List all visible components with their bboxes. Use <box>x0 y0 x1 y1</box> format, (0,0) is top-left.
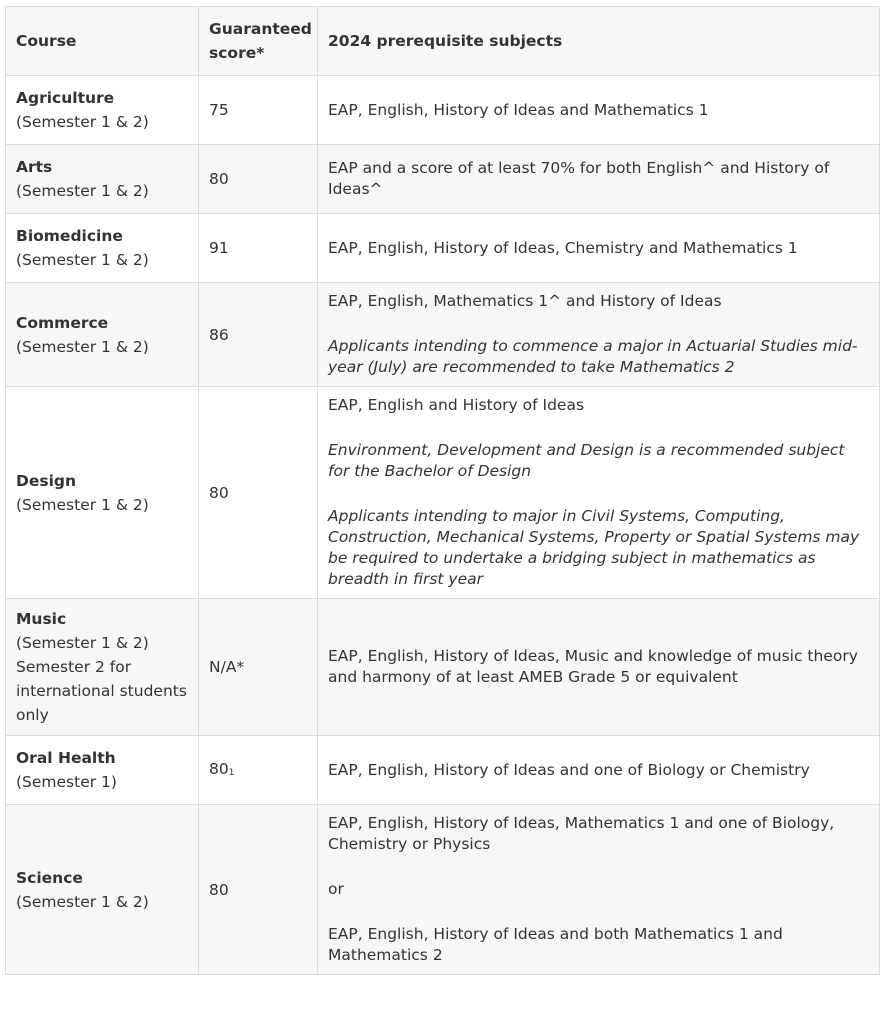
course-semester: (Semester 1 & 2) <box>16 634 149 652</box>
course-name: Biomedicine <box>16 227 123 245</box>
prereq-text: EAP, English and History of Ideas <box>328 396 585 414</box>
score-cell: 80 <box>199 145 318 214</box>
course-cell <box>6 736 199 805</box>
prereq-text: EAP and a score of at least 70% for both English^ and History of Ideas^ <box>328 159 830 198</box>
table-row-music <box>6 599 880 736</box>
prereq-or: or <box>328 880 344 898</box>
course-cell <box>6 214 199 283</box>
course-semester: (Semester 1 & 2) <box>16 495 149 514</box>
prereq-cell <box>318 736 880 805</box>
course-name: Design <box>16 471 77 490</box>
prereq-text: EAP, English, History of Ideas and Mathematics 1 <box>328 100 709 119</box>
score-cell: 80 <box>199 805 318 975</box>
prereq-text: EAP, English, History of Ideas, Chemistry and Mathematics 1 <box>328 238 798 257</box>
table-row-agriculture <box>6 76 880 145</box>
prereq-text: EAP, English, History of Ideas, Music and knowledge of music theory and harmony of at least AMEB Grade 5 or equivalent <box>328 647 858 686</box>
prereq-text: EAP, English, Mathematics 1^ and History of Ideas <box>328 292 722 310</box>
course-name: Science <box>16 868 83 887</box>
header-course: Course <box>6 7 199 76</box>
course-semester: (Semester 1 & 2) <box>16 251 149 269</box>
score-value: 80 <box>209 759 229 778</box>
prereq-cell <box>318 387 880 599</box>
course-prerequisites-table <box>5 6 880 975</box>
table-header-row <box>6 7 880 76</box>
course-name: Commerce <box>16 313 109 332</box>
prereq-note: Applicants intending to commence a major in Actuarial Studies mid-year (July) are recommended to take Mathematics 2 <box>328 337 858 376</box>
table-row-design <box>6 387 880 599</box>
prereq-cell <box>318 599 880 736</box>
course-semester: (Semester 1 & 2) <box>16 182 149 200</box>
score-cell <box>199 736 318 805</box>
score-cell: 80 <box>199 387 318 599</box>
course-semester: (Semester 1 & 2) <box>16 892 149 911</box>
course-cell <box>6 76 199 145</box>
table-row-biomedicine <box>6 214 880 283</box>
course-name: Oral Health <box>16 749 116 767</box>
course-cell <box>6 283 199 387</box>
course-name: Music <box>16 610 67 628</box>
prereq-cell <box>318 145 880 214</box>
score-cell: 75 <box>199 76 318 145</box>
course-name: Agriculture <box>16 89 115 107</box>
score-cell: N/A* <box>199 599 318 736</box>
header-guaranteed-score: Guaranteed score* <box>199 7 318 76</box>
course-cell <box>6 145 199 214</box>
table-row-science <box>6 805 880 975</box>
course-name: Arts <box>16 158 53 176</box>
score-cell: 86 <box>199 283 318 387</box>
prereq-text: EAP, English, History of Ideas and one of Biology or Chemistry <box>328 760 810 779</box>
course-cell <box>6 387 199 599</box>
header-prerequisites: 2024 prerequisite subjects <box>318 7 880 76</box>
course-semester: (Semester 1) <box>16 773 117 791</box>
score-footnote: 1 <box>228 767 235 778</box>
prereq-note: Environment, Development and Design is a recommended subject for the Bachelor of Design <box>328 441 845 480</box>
prereq-text: EAP, English, History of Ideas, Mathematics 1 and one of Biology, Chemistry or Physics <box>328 814 835 853</box>
prereq-cell <box>318 283 880 387</box>
course-semester: (Semester 1 & 2) <box>16 337 149 356</box>
table-row-oral-health <box>6 736 880 805</box>
prereq-cell <box>318 214 880 283</box>
table-row-commerce <box>6 283 880 387</box>
prereq-cell <box>318 805 880 975</box>
prereq-text-alt: EAP, English, History of Ideas and both Mathematics 1 and Mathematics 2 <box>328 925 783 964</box>
prereq-cell <box>318 76 880 145</box>
course-cell <box>6 599 199 736</box>
score-cell: 91 <box>199 214 318 283</box>
course-cell <box>6 805 199 975</box>
course-semester: (Semester 1 & 2) <box>16 113 149 131</box>
prereq-note: Applicants intending to major in Civil Systems, Computing, Construction, Mechanical Systems, Property or Spatial Systems may be required to undertake a bridging subject in mathematics as breadth in first year <box>328 507 860 588</box>
table-row-arts <box>6 145 880 214</box>
course-semester-note: Semester 2 for international students only <box>16 658 187 724</box>
